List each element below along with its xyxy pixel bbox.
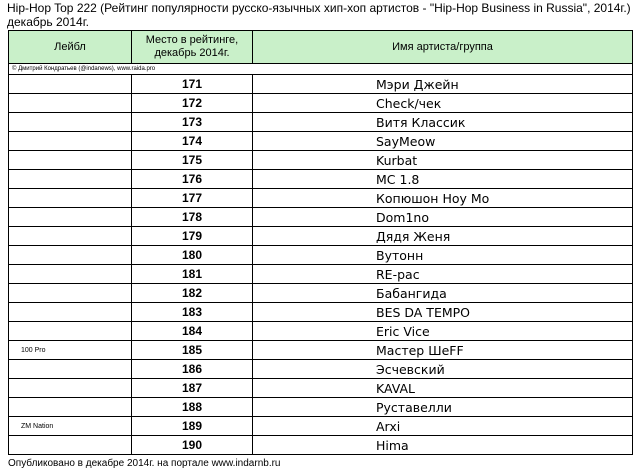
- label-cell: [9, 132, 132, 151]
- table-row: [9, 436, 633, 455]
- table-row: [9, 398, 633, 417]
- artist-cell: Мастер ШеFF: [253, 341, 633, 360]
- copyright-row: [9, 64, 633, 75]
- label-cell: [9, 75, 132, 94]
- rank-cell: 178: [132, 208, 253, 227]
- table-row: [9, 113, 633, 132]
- label-cell: [9, 360, 132, 379]
- label-cell: ZM Nation: [9, 417, 132, 436]
- footer-note: Опубликовано в декабре 2014г. на портале www.indarnb.ru: [8, 458, 281, 469]
- artist-cell: Dom1no: [253, 208, 633, 227]
- rank-cell: 180: [132, 246, 253, 265]
- rank-cell: 173: [132, 113, 253, 132]
- artist-cell: Эсчевский: [253, 360, 633, 379]
- page-title: Hip-Hop Top 222 (Рейтинг популярности русско-язычных хип-хоп артистов - "Hip-Hop Business in Russia", 2014г.) декабрь 2014г.: [7, 1, 631, 29]
- rank-cell: 190: [132, 436, 253, 455]
- label-cell: [9, 303, 132, 322]
- rank-cell: 182: [132, 284, 253, 303]
- header-label: Лейбл: [9, 31, 132, 64]
- artist-cell: Руставелли: [253, 398, 633, 417]
- rank-cell: 172: [132, 94, 253, 113]
- label-cell: [9, 379, 132, 398]
- rank-cell: 186: [132, 360, 253, 379]
- table-row: [9, 170, 633, 189]
- rank-cell: 189: [132, 417, 253, 436]
- rank-cell: 174: [132, 132, 253, 151]
- rank-cell: 185: [132, 341, 253, 360]
- rank-cell: 183: [132, 303, 253, 322]
- rank-cell: 181: [132, 265, 253, 284]
- artist-cell: Витя Классик: [253, 113, 633, 132]
- table-row: [9, 417, 633, 436]
- rating-table: [8, 30, 633, 455]
- table-row: [9, 284, 633, 303]
- rank-cell: 177: [132, 189, 253, 208]
- artist-cell: Arxi: [253, 417, 633, 436]
- artist-cell: Дядя Женя: [253, 227, 633, 246]
- table-row: [9, 132, 633, 151]
- table-row: [9, 379, 633, 398]
- label-cell: 100 Pro: [9, 341, 132, 360]
- rank-cell: 184: [132, 322, 253, 341]
- rank-cell: 187: [132, 379, 253, 398]
- rank-cell: 175: [132, 151, 253, 170]
- table-row: [9, 341, 633, 360]
- rank-cell: 171: [132, 75, 253, 94]
- table-row: [9, 208, 633, 227]
- label-cell: [9, 208, 132, 227]
- header-rank: Место в рейтинге, декабрь 2014г.: [132, 31, 253, 64]
- table-row: [9, 360, 633, 379]
- artist-cell: Мэри Джейн: [253, 75, 633, 94]
- label-cell: [9, 227, 132, 246]
- artist-cell: Hima: [253, 436, 633, 455]
- table-row: [9, 189, 633, 208]
- table-header-row: [9, 31, 633, 64]
- artist-cell: Eric Vice: [253, 322, 633, 341]
- rank-cell: 179: [132, 227, 253, 246]
- table-row: [9, 75, 633, 94]
- label-cell: [9, 189, 132, 208]
- table-row: [9, 246, 633, 265]
- label-cell: [9, 170, 132, 189]
- table-row: [9, 94, 633, 113]
- label-cell: [9, 113, 132, 132]
- artist-cell: MC 1.8: [253, 170, 633, 189]
- table-row: [9, 322, 633, 341]
- artist-cell: Вутонн: [253, 246, 633, 265]
- artist-cell: SayMeow: [253, 132, 633, 151]
- artist-cell: Копюшон Hoy Mo: [253, 189, 633, 208]
- copyright-note: © Дмитрий Кондратьев (@indanews), www.raida.pro: [9, 64, 633, 75]
- rank-cell: 176: [132, 170, 253, 189]
- label-cell: [9, 94, 132, 113]
- table-row: [9, 151, 633, 170]
- artist-cell: KAVAL: [253, 379, 633, 398]
- label-cell: [9, 398, 132, 417]
- label-cell: [9, 322, 132, 341]
- label-cell: [9, 436, 132, 455]
- rank-cell: 188: [132, 398, 253, 417]
- label-cell: [9, 265, 132, 284]
- artist-cell: Бабангида: [253, 284, 633, 303]
- label-cell: [9, 284, 132, 303]
- artist-cell: Check/чек: [253, 94, 633, 113]
- artist-cell: BES DA TEMPO: [253, 303, 633, 322]
- table-row: [9, 265, 633, 284]
- artist-cell: Kurbat: [253, 151, 633, 170]
- label-cell: [9, 151, 132, 170]
- artist-cell: RE-pac: [253, 265, 633, 284]
- header-artist: Имя артиста/группа: [253, 31, 633, 64]
- table-row: [9, 227, 633, 246]
- table-row: [9, 303, 633, 322]
- label-cell: [9, 246, 132, 265]
